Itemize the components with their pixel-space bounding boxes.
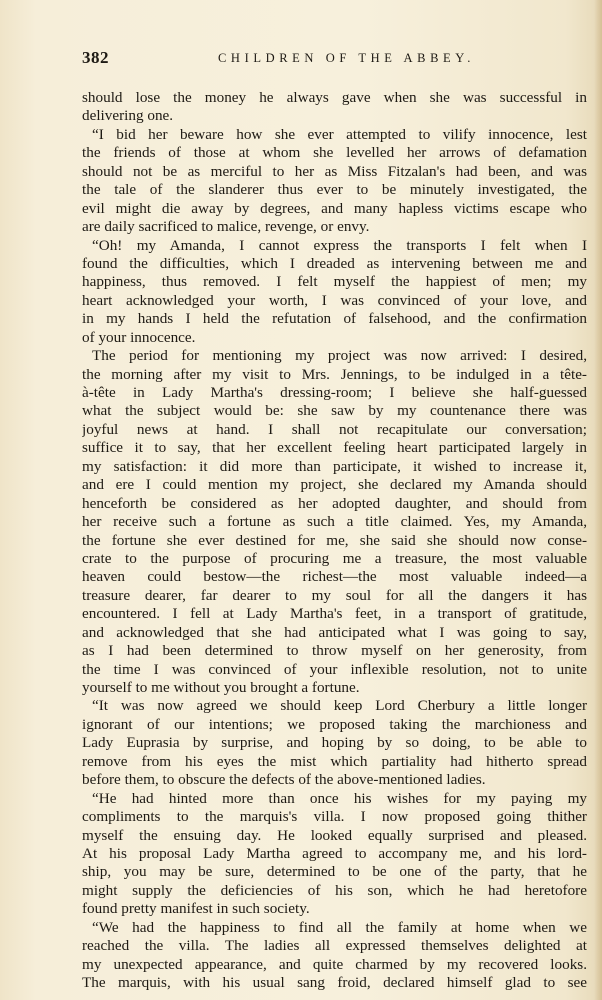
text-line: and ere I could mention my project, she declared my Amanda should xyxy=(82,476,587,494)
text-line: à-tête in Lady Martha's dressing-room; I believe she half-guessed xyxy=(82,384,587,401)
text-line: as I had been determined to throw myself on her generosity, from xyxy=(82,642,587,660)
text-line: reached the villa. The ladies all expressed themselves delighted at xyxy=(82,937,587,955)
text-line: her receive such a fortune as such a title claimed. Yes, my Amanda, xyxy=(82,513,587,531)
text-line: “We had the happiness to find all the family at home when we xyxy=(92,918,587,936)
text-line: of your innocence. xyxy=(82,328,196,346)
text-line: treasure dearer, far dearer to my soul for all the dangers it has xyxy=(82,586,587,604)
text-line: “I bid her beware how she ever attempted to vilify innocence, lest xyxy=(92,125,587,143)
text-line: suffice it to say, that her excellent feeling heart participated largely in xyxy=(82,439,587,457)
text-line: happiness, thus removed. I felt myself the happiest of men; my xyxy=(82,273,587,291)
text-line: in my hands I held the refutation of falsehood, and the confirmation xyxy=(82,310,587,328)
text-line: what the subject would be: she saw by my countenance there was xyxy=(82,402,587,420)
text-line: The period for mentioning my project was now arrived: I desired, xyxy=(92,347,587,365)
text-line: compliments to the marquis's villa. I now proposed going thither xyxy=(82,808,587,826)
text-line: joyful news at hand. I shall not recapitulate our conversation; xyxy=(82,420,587,438)
text-line: my unexpected appearance, and quite charmed by my recovered looks. xyxy=(82,955,587,973)
text-line: ship, you may be sure, determined to be one of the party, that he xyxy=(82,863,587,881)
body-text xyxy=(82,89,587,992)
text-line: are daily sacrificed to malice, revenge, or envy. xyxy=(82,218,370,236)
text-line: remove from his eyes the mist which partiality had hitherto spread xyxy=(82,752,587,770)
text-line: my satisfaction: it did more than participate, it wished to increase it, xyxy=(82,457,587,475)
text-line: and acknowledged that she had anticipated what I was going to say, xyxy=(82,623,587,641)
running-head: CHILDREN OF THE ABBEY. xyxy=(218,51,476,65)
text-line: the friends of those at whom she levelled her arrows of defamation xyxy=(82,144,587,162)
text-line: “He had hinted more than once his wishes for my paying my xyxy=(92,789,587,807)
text-line: the tale of the slanderer thus ever to be minutely investigated, the xyxy=(82,181,587,199)
text-line: might supply the deficiencies of his son, which he had heretofore xyxy=(82,881,587,899)
text-line: myself the ensuing day. He looked equally surprised and pleased. xyxy=(82,826,587,844)
text-line: before them, to obscure the defects of the above-mentioned ladies. xyxy=(82,771,486,789)
text-line: the time I was convinced of your inflexible resolution, not to unite xyxy=(82,660,587,678)
text-line: found the difficulties, which I dreaded as intervening between me and xyxy=(82,254,587,272)
text-line: The marquis, with his usual sang froid, declared himself glad to see xyxy=(82,974,587,991)
page-edge-shadow xyxy=(594,0,602,1000)
text-line: heaven could bestow—the richest—the most valuable indeed—a xyxy=(82,568,587,586)
text-line: evil might die away by degrees, and many hapless victims escape who xyxy=(82,199,587,217)
text-line: the morning after my visit to Mrs. Jennings, to be indulged in a tête- xyxy=(82,365,587,383)
text-line: the fortune she ever destined for me, she said she should now conse- xyxy=(82,531,587,549)
text-line: should not be as merciful to her as Miss Fitzalan's had been, and was xyxy=(82,162,587,180)
text-line: heart acknowledged your worth, I was convinced of your love, and xyxy=(82,291,587,309)
text-line: Lady Euprasia by surprise, and hoping by so doing, to be able to xyxy=(82,734,587,752)
page-header xyxy=(82,48,587,72)
text-line: “It was now agreed we should keep Lord Cherbury a little longer xyxy=(92,697,587,715)
page-number: 382 xyxy=(82,48,109,67)
text-line: crate to the purpose of procuring me a treasure, the most valuable xyxy=(82,549,587,567)
text-line: should lose the money he always gave when she was successful in xyxy=(82,89,587,106)
text-line: henceforth be considered as her adopted daughter, and should from xyxy=(82,494,587,512)
text-line: “Oh! my Amanda, I cannot express the transports I felt when I xyxy=(92,236,587,254)
text-line: encountered. I fell at Lady Martha's feet, in a transport of gratitude, xyxy=(82,605,587,623)
text-line: found pretty manifest in such society. xyxy=(82,900,310,918)
text-line: delivering one. xyxy=(82,107,174,125)
text-line: yourself to me without you brought a fortune. xyxy=(82,679,360,696)
text-line: At his proposal Lady Martha agreed to accompany me, and his lord- xyxy=(82,844,587,862)
text-line: ignorant of our intentions; we proposed taking the marchioness and xyxy=(82,715,587,733)
